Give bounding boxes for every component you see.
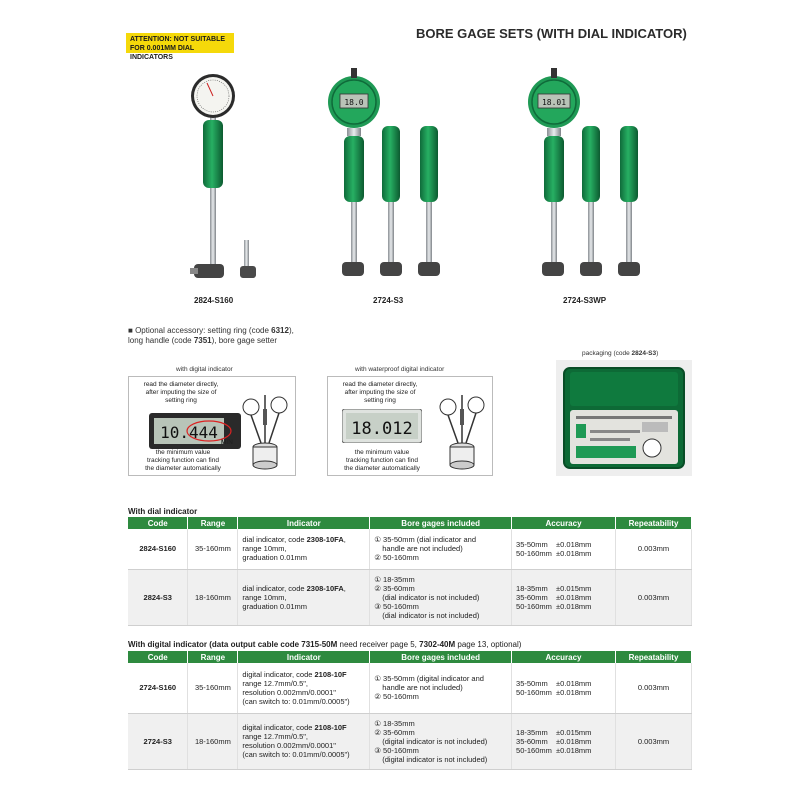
panel-digital-text-2: after imputing the size of (145, 389, 217, 396)
table-row (128, 529, 692, 569)
digital-display-value: 10.444 (160, 423, 218, 442)
table-header-row (128, 517, 692, 529)
accuracy-range: 50-160mm (516, 548, 552, 558)
product-image-2724-s3 (316, 64, 466, 292)
accuracy-value: ±0.018mm (556, 687, 592, 697)
waterproof-display-value: 18.012 (351, 419, 413, 439)
indicator-range: range 10mm, (242, 592, 287, 602)
col-header-code: Code (128, 517, 188, 529)
page-title: BORE GAGE SETS (WITH DIAL INDICATOR) (416, 26, 687, 41)
table-row (128, 569, 692, 625)
bullet: ■ (128, 326, 133, 335)
packaging-caption (582, 350, 658, 357)
bore-item: ① 18-35mm (374, 718, 415, 728)
accuracy-range: 50-160mm (516, 745, 552, 755)
panel-digital-text-4: the minimum value (155, 449, 211, 456)
indicator-text-post: , (343, 535, 346, 545)
accuracy-range: 18-35mm (516, 583, 548, 593)
indicator-graduation: graduation 0.01mm (242, 553, 308, 563)
packaging-case-image (556, 360, 692, 476)
bore-item: ① 35-50mm (dial indicator and (374, 535, 477, 545)
indicator-text: digital indicator, code (242, 723, 315, 732)
panel-digital (128, 376, 296, 476)
col-header-accuracy: Accuracy (512, 517, 616, 529)
indicator-switch-note: (can switch to: 0.01mm/0.0005") (242, 696, 350, 706)
cell-repeatability: 0.003mm (616, 569, 692, 625)
cell-accuracy (512, 663, 616, 713)
bore-item: ② 50-160mm (374, 553, 419, 563)
accessory-line2-post: ), bore gage setter (211, 336, 277, 345)
col-header-range: Range (188, 651, 238, 663)
accessory-note (128, 326, 294, 346)
table-row (128, 713, 692, 769)
panel-digital-caption: with digital indicator (176, 366, 233, 373)
accessory-code-setting-ring: 6312 (271, 326, 289, 335)
cell-indicator (238, 663, 370, 713)
col-header-range: Range (188, 517, 238, 529)
digital-heading-mid2: page 13, optional) (455, 640, 522, 649)
bore-item-note: (digital indicator is not included) (382, 754, 488, 764)
cell-repeatability: 0.003mm (615, 663, 691, 713)
bore-item: ② 35-60mm (374, 583, 415, 593)
col-header-indicator: Indicator (238, 651, 370, 663)
bore-item-note: handle are not included) (382, 544, 463, 554)
panel-waterproof (327, 376, 493, 476)
indicator-range: range 10mm, (242, 544, 287, 554)
indicator-range: range 12.7mm/0.5", (242, 678, 308, 688)
digital-heading-pre: With digital indicator (data output cable code (128, 640, 302, 649)
cell-indicator (238, 569, 370, 625)
panel-waterproof-text-5: tracking function can find (346, 457, 418, 464)
accuracy-range: 50-160mm (516, 601, 552, 611)
indicator-code: 2108-10F (314, 669, 347, 679)
cell-bore-gages (370, 663, 512, 713)
panel-waterproof-text-4: the minimum value (354, 449, 410, 456)
bore-item-note: (digital indicator is not included) (382, 736, 488, 746)
cell-code: 2724-S160 (128, 663, 188, 713)
cell-accuracy (512, 569, 616, 625)
cell-code: 2824-S3 (128, 569, 188, 625)
col-header-code: Code (128, 651, 188, 663)
indicator-resolution: resolution 0.002mm/0.0001" (242, 687, 336, 697)
accuracy-range: 35-50mm (516, 539, 548, 549)
table-header-row (128, 651, 692, 663)
accessory-text-mid: ), (288, 326, 294, 335)
product-label-2724-s3: 2724-S3 (373, 296, 404, 305)
col-header-indicator: Indicator (238, 517, 370, 529)
cell-repeatability: 0.003mm (615, 713, 691, 769)
accuracy-range: 35-60mm (516, 592, 548, 602)
indicator-text-post: , (343, 583, 346, 593)
digital-section-heading (128, 640, 521, 649)
bore-item: ③ 50-160mm (374, 745, 419, 755)
indicator-resolution: resolution 0.002mm/0.0001" (242, 741, 336, 750)
indicator-text: digital indicator, code (242, 669, 315, 679)
cell-indicator (238, 529, 370, 569)
digital-heading-mid1: need receiver page 5, (337, 640, 420, 649)
cell-range: 18-160mm (188, 569, 238, 625)
attention-line-1: ATTENTION: NOT SUITABLE (130, 36, 226, 43)
panel-waterproof-text-1: read the diameter directly, (342, 381, 418, 388)
digital-spec-table (128, 651, 692, 770)
accessory-line2-pre: long handle (code (128, 336, 194, 345)
accuracy-value: ±0.018mm (556, 539, 592, 549)
indicator-code: 2308-10FA (306, 583, 344, 593)
indicator-text: dial indicator, code (242, 535, 307, 545)
attention-badge (126, 33, 234, 61)
table-row (128, 663, 692, 713)
bore-item: ② 35-60mm (374, 727, 415, 737)
cell-bore-gages (370, 529, 512, 569)
accuracy-value: ±0.018mm (556, 601, 592, 611)
bore-item: ① 35-50mm (digital indicator and (374, 674, 484, 684)
accuracy-value: ±0.018mm (556, 678, 592, 688)
cell-range: 35-160mm (188, 663, 238, 713)
bore-item-note: (dial indicator is not included) (382, 592, 480, 602)
bore-item: ③ 50-160mm (374, 601, 419, 611)
product-image-2724-s3wp (516, 64, 666, 292)
indicator-code: 2308-10FA (306, 535, 344, 545)
panel-waterproof-text-6: the diameter automatically (344, 465, 420, 472)
accessory-code-long-handle: 7351 (193, 336, 212, 345)
product-label-2724-s3wp: 2724-S3WP (563, 296, 607, 305)
bore-item-note: (dial indicator is not included) (382, 610, 480, 620)
accuracy-range: 35-60mm (516, 736, 548, 746)
indicator-code: 2108-10F (314, 723, 347, 732)
cell-range: 35-160mm (188, 529, 238, 569)
packaging-caption-post: ) (656, 350, 659, 357)
accuracy-range: 18-35mm (516, 727, 548, 737)
panel-digital-text-3: setting ring (165, 397, 197, 404)
indicator-graduation: graduation 0.01mm (242, 601, 308, 611)
cell-code: 2824-S160 (128, 529, 188, 569)
packaging-caption-pre: packaging (code (582, 350, 632, 357)
panel-digital-text-1: read the diameter directly, (143, 381, 219, 388)
cell-accuracy (512, 713, 616, 769)
col-header-bore-gages: Bore gages included (370, 517, 512, 529)
panel-waterproof-text-2: after imputing the size of (344, 389, 416, 396)
svg-text:18.01: 18.01 (541, 98, 567, 107)
indicator-switch-note: (can switch to: 0.01mm/0.0005") (242, 750, 350, 759)
cell-accuracy (512, 529, 616, 569)
col-header-repeatability: Repeatability (615, 651, 691, 663)
panel-digital-text-6: the diameter automatically (145, 465, 221, 472)
accuracy-value: ±0.018mm (556, 736, 592, 746)
packaging-caption-code: 2824-S3 (631, 350, 657, 357)
product-label-2824-s160: 2824-S160 (194, 296, 234, 305)
waterproof-display-image (342, 409, 422, 443)
dial-section-heading: With dial indicator (128, 507, 198, 516)
accuracy-value: ±0.015mm (556, 583, 592, 593)
cell-repeatability: 0.003mm (616, 529, 692, 569)
attention-line-2: FOR 0.001MM DIAL INDICATORS (130, 45, 195, 61)
cell-indicator (238, 713, 370, 769)
accuracy-value: ±0.018mm (556, 592, 592, 602)
bore-gage-in-ring-image (434, 385, 490, 473)
panel-waterproof-caption: with waterproof digital indicator (355, 366, 445, 373)
accuracy-value: ±0.018mm (556, 548, 592, 558)
bore-gage-in-ring-image (237, 385, 293, 473)
panel-digital-text-5: tracking function can find (147, 457, 219, 464)
panel-waterproof-text-3: setting ring (364, 397, 396, 404)
panel-digital-min-label: MIN (221, 439, 233, 446)
bore-item: ① 18-35mm (374, 574, 415, 584)
cell-bore-gages (370, 713, 512, 769)
cell-code: 2724-S3 (128, 713, 188, 769)
accuracy-value: ±0.018mm (556, 745, 592, 755)
indicator-range: range 12.7mm/0.5", (242, 732, 308, 741)
digital-heading-cable-code: 7315-50M (301, 640, 338, 649)
accessory-text-pre: Optional accessory: setting ring (code (135, 326, 272, 335)
dial-spec-table (128, 517, 692, 626)
col-header-bore-gages: Bore gages included (370, 651, 512, 663)
svg-text:18.0: 18.0 (344, 98, 364, 107)
digital-heading-receiver-code: 7302-40M (419, 640, 456, 649)
accuracy-range: 35-50mm (516, 678, 548, 688)
indicator-text: dial indicator, code (242, 583, 307, 593)
col-header-repeatability: Repeatability (616, 517, 692, 529)
cell-bore-gages (370, 569, 512, 625)
bore-item: ② 50-160mm (374, 692, 419, 702)
col-header-accuracy: Accuracy (512, 651, 616, 663)
accuracy-value: ±0.015mm (556, 727, 592, 737)
bore-item-note: handle are not included) (382, 683, 463, 693)
product-image-2824-s160 (170, 70, 280, 290)
cell-range: 18-160mm (188, 713, 238, 769)
accuracy-range: 50-160mm (516, 687, 552, 697)
